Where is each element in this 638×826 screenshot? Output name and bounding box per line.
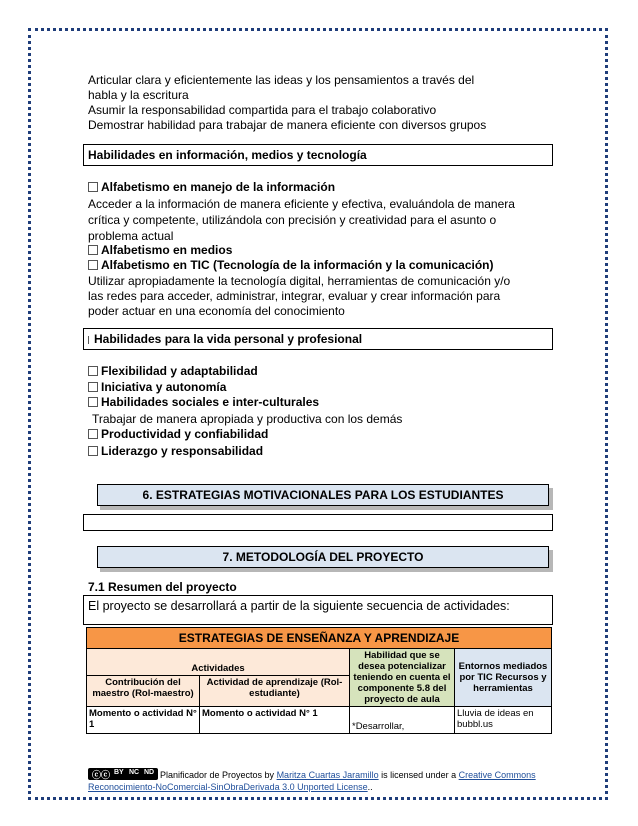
checkbox-icon [88,382,98,392]
footer-line-1: Planificador de Proyectos by Maritza Cuartas Jaramillo is licensed under a Creative Commons [160,770,536,780]
life-item-5: Liderazgo y responsabilidad [88,444,263,459]
intro-line-3: Asumir la responsabilidad compartida para el trabajo colaborativo [88,103,437,117]
checkbox-icon [88,182,98,192]
row1-skill: *Desarrollar, [350,707,455,734]
intro-line-2: habla y la escritura [88,88,189,102]
life-item-1: Flexibilidad y adaptabilidad [88,364,258,379]
section6-empty-box [83,514,553,531]
activities-header: Actividades [87,649,350,676]
info-para2-line3: poder actuar en una economía del conocimiento [88,304,345,318]
info-item-3: Alfabetismo en TIC (Tecnología de la información y la comunicación) [88,258,494,273]
row1-student: Momento o actividad N° 1 [200,707,350,734]
section6-title: 6. ESTRATEGIAS MOTIVACIONALES PARA LOS ESTUDIANTES [97,484,549,506]
info-para1-line3: problema actual [88,229,174,243]
footer-line-2: Reconocimiento-NoComercial-SinObraDerivada 3.0 Unported License.. [88,782,373,792]
cc-icon: ⓒⓒ [92,770,111,780]
checkbox-icon [88,260,98,270]
info-para2-line1: Utilizar apropiadamente la tecnología digital, herramientas de comunicación y/o [88,274,511,288]
checkbox-icon [88,446,98,456]
info-para1-line2: crítica y competente, utilizándola con precisión y creatividad para el asunto o [88,213,497,227]
info-item-2: Alfabetismo en medios [88,243,232,258]
row1-teacher: Momento o actividad N° 1 [87,707,200,734]
info-para1-line1: Acceder a la información de manera eficiente y efectiva, evaluándola de manera [88,197,515,211]
subsection-title: 7.1 Resumen del proyecto [88,580,237,594]
life-item-2: Iniciativa y autonomía [88,380,226,395]
skill-header: Habilidad que se desea potencializar teniendo en cuenta el componente 5.8 del proyecto de aula [350,649,455,707]
info-para2-line2: las redes para acceder, administrar, integrar, evaluar y crear información para [88,289,501,303]
license-link-2[interactable]: Reconocimiento-NoComercial-SinObraDerivada 3.0 Unported License [88,782,368,792]
life-section-header: Habilidades para la vida personal y profesional [88,332,362,347]
table-title: ESTRATEGIAS DE ENSEÑANZA Y APRENDIZAJE [87,628,552,649]
life-item-3: Habilidades sociales e inter-culturales [88,395,319,410]
checkbox-icon [88,429,98,439]
section7-title: 7. METODOLOGÍA DEL PROYECTO [97,546,549,568]
teacher-header: Contribución del maestro (Rol-maestro) [87,676,200,707]
intro-line-4: Demostrar habilidad para trabajar de manera eficiente con diversos grupos [88,118,487,132]
summary-text: El proyecto se desarrollará a partir de la siguiente secuencia de actividades: [88,599,510,613]
row1-tic: Lluvia de ideas en bubbl.us [455,707,552,734]
author-link[interactable]: Maritza Cuartas Jaramillo [276,770,379,780]
student-header: Actividad de aprendizaje (Rol-estudiante) [200,676,350,707]
life-para: Trabajar de manera apropiada y productiva con los demás [92,412,403,426]
checkbox-icon [88,366,98,376]
strategies-table [86,627,552,734]
tic-header: Entornos mediados por TIC Recursos y herramientas [455,649,552,707]
cc-license-badge: ⓒⓒ BY NC ND [88,768,158,780]
checkbox-icon [88,397,98,407]
life-item-4: Productividad y confiabilidad [88,427,268,442]
checkbox-icon [88,245,98,255]
info-section-header: Habilidades en información, medios y tecnología [88,148,367,162]
marker-icon [88,336,91,344]
license-link-1[interactable]: Creative Commons [458,770,536,780]
info-item-1: Alfabetismo en manejo de la información [88,180,335,195]
intro-line-1: Articular clara y eficientemente las ideas y los pensamientos a través del [88,73,475,87]
